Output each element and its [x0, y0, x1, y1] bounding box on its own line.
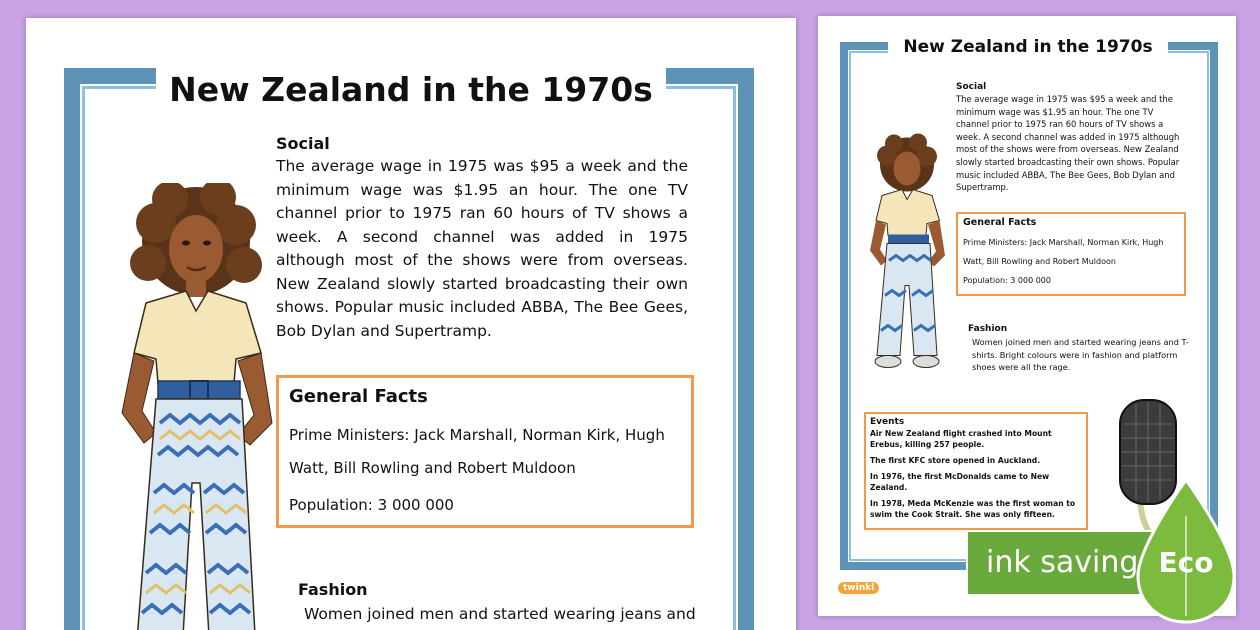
prime-ministers-line-1: Prime Ministers: Jack Marshall, Norman Kirk, Hugh: [289, 426, 665, 444]
eco-label: Eco: [1158, 546, 1214, 579]
social-section: [276, 134, 688, 343]
events-box: [864, 412, 1088, 530]
event-item: Air New Zealand flight crashed into Mount Erebus, killing 257 people.: [870, 429, 1052, 449]
prime-ministers-line-2: Watt, Bill Rowling and Robert Muldoon: [963, 257, 1116, 266]
woman-1970s-illustration: [86, 183, 286, 630]
fashion-section: [968, 324, 1190, 374]
twinkl-logo: twinkl: [838, 582, 879, 594]
fashion-text: Women joined men and started wearing jeans and T-shirts. Bright colours were in fashion and platform shoes were all the rage.: [972, 337, 1189, 372]
social-section: [956, 82, 1182, 194]
general-facts-heading: General Facts: [963, 217, 1037, 228]
social-heading: Social: [276, 134, 330, 153]
prime-ministers-line-1: Prime Ministers: Jack Marshall, Norman Kirk, Hugh: [963, 238, 1164, 247]
woman-1970s-illustration: [852, 108, 952, 398]
social-text: The average wage in 1975 was $95 a week and the minimum wage was $1.95 an hour. The one TV channel prior to 1975 ran 60 hours of TV shows a week. A second channel was added in 1975 although most of the shows were from overseas. New Zealand slowly started broadcasting their own shows. Popular music included ABBA, The Bee Gees, Bob Dylan and Supertramp.: [276, 157, 688, 340]
population-line: Population: 3 000 000: [963, 276, 1051, 285]
prime-ministers-line-2: Watt, Bill Rowling and Robert Muldoon: [289, 459, 576, 477]
fashion-section: [298, 580, 698, 626]
social-text: The average wage in 1975 was $95 a week and the minimum wage was $1.95 an hour. The one TV channel prior to 1975 ran 60 hours of TV shows a week. A second channel was added in 1975 although most of the shows were from overseas. New Zealand slowly started broadcasting their own shows. Popular music included ABBA, The Bee Gees, Bob Dylan and Supertramp.: [956, 94, 1180, 193]
event-item: In 1978, Meda McKenzie was the first woman to swim the Cook Strait. She was only fifteen.: [870, 499, 1076, 519]
preview-sheet-title: New Zealand in the 1970s: [888, 30, 1168, 64]
fashion-text: Women joined men and started wearing jeans and: [304, 605, 696, 623]
events-heading: Events: [870, 417, 905, 427]
general-facts-heading: General Facts: [289, 386, 428, 407]
social-heading: Social: [956, 82, 987, 92]
ink-saving-label: ink saving: [986, 545, 1139, 580]
event-item: In 1976, the first McDonalds came to New Zealand.: [870, 472, 1050, 492]
event-item: The first KFC store opened in Auckland.: [870, 456, 1041, 465]
general-facts-box: [276, 375, 694, 528]
population-line: Population: 3 000 000: [289, 496, 454, 514]
fashion-heading: Fashion: [298, 580, 368, 599]
main-sheet: [26, 18, 796, 630]
fashion-heading: Fashion: [968, 324, 1008, 334]
general-facts-box: [956, 212, 1186, 296]
eco-leaf-drop-icon: [1130, 476, 1242, 626]
main-sheet-title: New Zealand in the 1970s: [156, 52, 666, 128]
